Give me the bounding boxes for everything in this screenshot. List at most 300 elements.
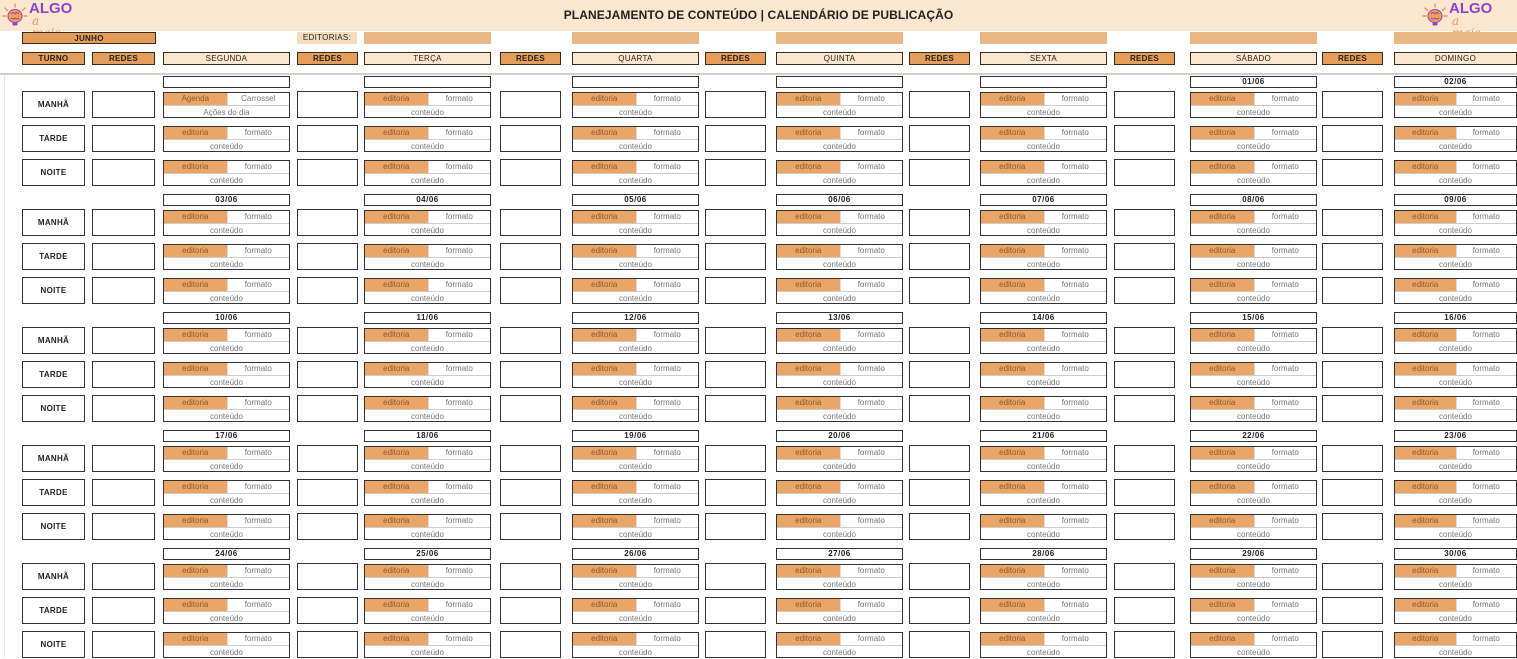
editoria-field[interactable]: editoria bbox=[573, 363, 636, 375]
redes-cell[interactable] bbox=[297, 327, 358, 354]
content-slot[interactable] bbox=[572, 92, 699, 118]
content-slot[interactable] bbox=[1394, 564, 1517, 590]
editoria-field[interactable]: editoria bbox=[573, 447, 636, 459]
formato-field[interactable]: formato bbox=[636, 397, 699, 409]
redes-cell[interactable] bbox=[1322, 597, 1383, 624]
redes-cell[interactable] bbox=[297, 91, 358, 118]
redes-cell[interactable] bbox=[1114, 361, 1175, 388]
content-slot[interactable] bbox=[1394, 598, 1517, 624]
editoria-field[interactable]: editoria bbox=[365, 211, 428, 223]
conteudo-field[interactable]: conteúdo bbox=[1191, 139, 1316, 152]
editoria-field[interactable]: editoria bbox=[1191, 633, 1254, 645]
redes-cell[interactable] bbox=[92, 327, 155, 354]
content-slot[interactable] bbox=[1190, 446, 1317, 472]
content-slot[interactable] bbox=[980, 210, 1107, 236]
redes-cell[interactable] bbox=[92, 361, 155, 388]
editoria-field[interactable]: editoria bbox=[573, 633, 636, 645]
formato-field[interactable]: formato bbox=[1044, 397, 1107, 409]
content-slot[interactable] bbox=[1394, 278, 1517, 304]
editoria-field[interactable]: editoria bbox=[573, 481, 636, 493]
content-slot[interactable] bbox=[980, 396, 1107, 422]
conteudo-field[interactable]: conteúdo bbox=[777, 493, 902, 506]
conteudo-field[interactable]: conteúdo bbox=[981, 105, 1106, 118]
conteudo-field[interactable]: conteúdo bbox=[1191, 459, 1316, 472]
redes-cell[interactable] bbox=[705, 277, 766, 304]
content-slot[interactable] bbox=[980, 244, 1107, 270]
formato-field[interactable]: formato bbox=[1456, 565, 1517, 577]
redes-cell[interactable] bbox=[500, 479, 561, 506]
redes-cell[interactable] bbox=[909, 479, 970, 506]
conteudo-field[interactable]: conteúdo bbox=[1191, 645, 1316, 658]
editoria-field[interactable]: editoria bbox=[365, 447, 428, 459]
formato-field[interactable]: formato bbox=[636, 363, 699, 375]
editoria-field[interactable]: editoria bbox=[573, 127, 636, 139]
content-slot[interactable] bbox=[163, 160, 290, 186]
conteudo-field[interactable]: conteúdo bbox=[365, 459, 490, 472]
redes-cell[interactable] bbox=[1322, 479, 1383, 506]
redes-cell[interactable] bbox=[297, 209, 358, 236]
content-slot[interactable] bbox=[980, 632, 1107, 658]
editoria-field[interactable]: editoria bbox=[365, 515, 428, 527]
redes-cell[interactable] bbox=[92, 479, 155, 506]
content-slot[interactable] bbox=[163, 632, 290, 658]
editoria-slot-1[interactable] bbox=[364, 32, 491, 44]
editoria-field[interactable]: editoria bbox=[981, 633, 1044, 645]
formato-field[interactable]: formato bbox=[1254, 397, 1317, 409]
conteudo-field[interactable]: conteúdo bbox=[1191, 493, 1316, 506]
redes-cell[interactable] bbox=[92, 513, 155, 540]
formato-field[interactable]: formato bbox=[428, 127, 491, 139]
editoria-field[interactable]: editoria bbox=[777, 447, 840, 459]
formato-field[interactable]: formato bbox=[1456, 93, 1517, 105]
redes-cell[interactable] bbox=[500, 209, 561, 236]
redes-cell[interactable] bbox=[500, 159, 561, 186]
formato-field[interactable]: formato bbox=[636, 329, 699, 341]
redes-cell[interactable] bbox=[705, 91, 766, 118]
redes-cell[interactable] bbox=[1322, 125, 1383, 152]
redes-cell[interactable] bbox=[1114, 513, 1175, 540]
editoria-field[interactable]: editoria bbox=[1191, 565, 1254, 577]
conteudo-field[interactable]: conteúdo bbox=[1191, 611, 1316, 624]
content-slot[interactable] bbox=[776, 92, 903, 118]
conteudo-field[interactable]: conteúdo bbox=[1395, 341, 1516, 354]
redes-cell[interactable] bbox=[92, 631, 155, 658]
content-slot[interactable] bbox=[163, 92, 290, 118]
content-slot[interactable] bbox=[364, 126, 491, 152]
editoria-field[interactable]: editoria bbox=[164, 599, 227, 611]
redes-cell[interactable] bbox=[1322, 563, 1383, 590]
content-slot[interactable] bbox=[364, 362, 491, 388]
conteudo-field[interactable]: conteúdo bbox=[777, 341, 902, 354]
conteudo-field[interactable]: conteúdo bbox=[365, 375, 490, 388]
redes-cell[interactable] bbox=[909, 159, 970, 186]
content-slot[interactable] bbox=[776, 160, 903, 186]
formato-field[interactable]: formato bbox=[1044, 93, 1107, 105]
editoria-field[interactable]: editoria bbox=[981, 161, 1044, 173]
conteudo-field[interactable]: conteúdo bbox=[365, 139, 490, 152]
redes-cell[interactable] bbox=[1322, 159, 1383, 186]
editoria-field[interactable]: editoria bbox=[981, 363, 1044, 375]
formato-field[interactable]: formato bbox=[428, 245, 491, 257]
editoria-field[interactable]: editoria bbox=[573, 279, 636, 291]
redes-cell[interactable] bbox=[909, 597, 970, 624]
conteudo-field[interactable]: conteúdo bbox=[573, 527, 698, 540]
redes-cell[interactable] bbox=[705, 479, 766, 506]
formato-field[interactable]: formato bbox=[1456, 397, 1517, 409]
formato-field[interactable]: formato bbox=[1456, 211, 1517, 223]
content-slot[interactable] bbox=[364, 514, 491, 540]
editoria-field[interactable]: editoria bbox=[164, 447, 227, 459]
editoria-field[interactable]: editoria bbox=[573, 515, 636, 527]
conteudo-field[interactable]: conteúdo bbox=[164, 257, 289, 270]
redes-cell[interactable] bbox=[1114, 597, 1175, 624]
content-slot[interactable] bbox=[163, 564, 290, 590]
conteudo-field[interactable]: conteúdo bbox=[777, 645, 902, 658]
editoria-field[interactable]: editoria bbox=[573, 245, 636, 257]
conteudo-field[interactable]: conteúdo bbox=[573, 173, 698, 186]
conteudo-field[interactable]: conteúdo bbox=[365, 223, 490, 236]
editoria-field[interactable]: editoria bbox=[573, 329, 636, 341]
editoria-field[interactable]: editoria bbox=[164, 329, 227, 341]
formato-field[interactable]: formato bbox=[1044, 599, 1107, 611]
content-slot[interactable] bbox=[572, 480, 699, 506]
editoria-field[interactable]: editoria bbox=[1395, 93, 1456, 105]
conteudo-field[interactable]: conteúdo bbox=[164, 139, 289, 152]
editoria-field[interactable]: editoria bbox=[777, 565, 840, 577]
redes-cell[interactable] bbox=[705, 597, 766, 624]
conteudo-field[interactable]: conteúdo bbox=[573, 493, 698, 506]
redes-cell[interactable] bbox=[1322, 513, 1383, 540]
editoria-field[interactable]: editoria bbox=[365, 633, 428, 645]
content-slot[interactable] bbox=[163, 396, 290, 422]
content-slot[interactable] bbox=[776, 244, 903, 270]
conteudo-field[interactable]: Ações do dia bbox=[164, 105, 289, 118]
editoria-field[interactable]: editoria bbox=[365, 329, 428, 341]
content-slot[interactable] bbox=[572, 328, 699, 354]
editoria-field[interactable]: editoria bbox=[573, 93, 636, 105]
formato-field[interactable]: formato bbox=[1044, 329, 1107, 341]
redes-cell[interactable] bbox=[1114, 209, 1175, 236]
editoria-field[interactable]: editoria bbox=[981, 279, 1044, 291]
redes-cell[interactable] bbox=[705, 159, 766, 186]
conteudo-field[interactable]: conteúdo bbox=[1395, 409, 1516, 422]
redes-cell[interactable] bbox=[705, 327, 766, 354]
redes-cell[interactable] bbox=[909, 395, 970, 422]
content-slot[interactable] bbox=[1394, 126, 1517, 152]
conteudo-field[interactable]: conteúdo bbox=[164, 645, 289, 658]
formato-field[interactable]: formato bbox=[1254, 515, 1317, 527]
content-slot[interactable] bbox=[1394, 396, 1517, 422]
content-slot[interactable] bbox=[1394, 160, 1517, 186]
content-slot[interactable] bbox=[1394, 362, 1517, 388]
month-label[interactable]: JUNHO bbox=[22, 32, 156, 44]
editoria-field[interactable]: editoria bbox=[1395, 363, 1456, 375]
formato-field[interactable]: formato bbox=[840, 565, 903, 577]
editoria-field[interactable]: editoria bbox=[365, 599, 428, 611]
editoria-field[interactable]: editoria bbox=[164, 481, 227, 493]
content-slot[interactable] bbox=[1190, 210, 1317, 236]
editoria-field[interactable]: editoria bbox=[1395, 447, 1456, 459]
content-slot[interactable] bbox=[572, 598, 699, 624]
formato-field[interactable]: formato bbox=[227, 245, 290, 257]
editoria-field[interactable]: editoria bbox=[164, 515, 227, 527]
formato-field[interactable]: Carrossel bbox=[227, 93, 290, 105]
formato-field[interactable]: formato bbox=[1254, 279, 1317, 291]
redes-cell[interactable] bbox=[909, 563, 970, 590]
conteudo-field[interactable]: conteúdo bbox=[573, 223, 698, 236]
redes-cell[interactable] bbox=[297, 445, 358, 472]
redes-cell[interactable] bbox=[909, 243, 970, 270]
redes-cell[interactable] bbox=[297, 631, 358, 658]
formato-field[interactable]: formato bbox=[227, 447, 290, 459]
content-slot[interactable] bbox=[364, 328, 491, 354]
editoria-field[interactable]: editoria bbox=[573, 565, 636, 577]
conteudo-field[interactable]: conteúdo bbox=[164, 611, 289, 624]
content-slot[interactable] bbox=[364, 632, 491, 658]
conteudo-field[interactable]: conteúdo bbox=[981, 341, 1106, 354]
formato-field[interactable]: formato bbox=[1254, 481, 1317, 493]
content-slot[interactable] bbox=[572, 514, 699, 540]
conteudo-field[interactable]: conteúdo bbox=[573, 291, 698, 304]
content-slot[interactable] bbox=[364, 160, 491, 186]
content-slot[interactable] bbox=[776, 632, 903, 658]
redes-cell[interactable] bbox=[909, 125, 970, 152]
editoria-field[interactable]: editoria bbox=[777, 127, 840, 139]
content-slot[interactable] bbox=[1190, 328, 1317, 354]
conteudo-field[interactable]: conteúdo bbox=[573, 577, 698, 590]
formato-field[interactable]: formato bbox=[428, 447, 491, 459]
formato-field[interactable]: formato bbox=[1456, 363, 1517, 375]
conteudo-field[interactable]: conteúdo bbox=[777, 257, 902, 270]
conteudo-field[interactable]: conteúdo bbox=[573, 375, 698, 388]
redes-cell[interactable] bbox=[1114, 159, 1175, 186]
formato-field[interactable]: formato bbox=[840, 599, 903, 611]
formato-field[interactable]: formato bbox=[428, 397, 491, 409]
content-slot[interactable] bbox=[1394, 632, 1517, 658]
editoria-field[interactable]: editoria bbox=[777, 515, 840, 527]
editoria-field[interactable]: editoria bbox=[164, 363, 227, 375]
content-slot[interactable] bbox=[163, 480, 290, 506]
editoria-field[interactable]: editoria bbox=[1191, 599, 1254, 611]
editoria-field[interactable]: editoria bbox=[164, 211, 227, 223]
formato-field[interactable]: formato bbox=[636, 599, 699, 611]
conteudo-field[interactable]: conteúdo bbox=[981, 645, 1106, 658]
formato-field[interactable]: formato bbox=[1044, 127, 1107, 139]
redes-cell[interactable] bbox=[92, 395, 155, 422]
content-slot[interactable] bbox=[1190, 564, 1317, 590]
redes-cell[interactable] bbox=[1114, 277, 1175, 304]
editoria-field[interactable]: editoria bbox=[1395, 161, 1456, 173]
editoria-field[interactable]: editoria bbox=[1395, 633, 1456, 645]
conteudo-field[interactable]: conteúdo bbox=[365, 105, 490, 118]
formato-field[interactable]: formato bbox=[1254, 127, 1317, 139]
conteudo-field[interactable]: conteúdo bbox=[981, 139, 1106, 152]
editoria-field[interactable]: editoria bbox=[1191, 279, 1254, 291]
redes-cell[interactable] bbox=[705, 513, 766, 540]
conteudo-field[interactable]: conteúdo bbox=[1191, 173, 1316, 186]
conteudo-field[interactable]: conteúdo bbox=[981, 409, 1106, 422]
formato-field[interactable]: formato bbox=[636, 127, 699, 139]
conteudo-field[interactable]: conteúdo bbox=[1191, 223, 1316, 236]
redes-cell[interactable] bbox=[705, 563, 766, 590]
conteudo-field[interactable]: conteúdo bbox=[777, 611, 902, 624]
formato-field[interactable]: formato bbox=[1044, 633, 1107, 645]
content-slot[interactable] bbox=[980, 328, 1107, 354]
conteudo-field[interactable]: conteúdo bbox=[777, 223, 902, 236]
formato-field[interactable]: formato bbox=[1254, 161, 1317, 173]
editoria-field[interactable]: editoria bbox=[777, 245, 840, 257]
conteudo-field[interactable]: conteúdo bbox=[573, 409, 698, 422]
content-slot[interactable] bbox=[163, 328, 290, 354]
redes-cell[interactable] bbox=[500, 361, 561, 388]
conteudo-field[interactable]: conteúdo bbox=[981, 611, 1106, 624]
redes-cell[interactable] bbox=[297, 513, 358, 540]
formato-field[interactable]: formato bbox=[428, 279, 491, 291]
editoria-slot-5[interactable] bbox=[1190, 32, 1317, 44]
conteudo-field[interactable]: conteúdo bbox=[777, 459, 902, 472]
formato-field[interactable]: formato bbox=[1254, 599, 1317, 611]
content-slot[interactable] bbox=[572, 362, 699, 388]
conteudo-field[interactable]: conteúdo bbox=[1191, 527, 1316, 540]
content-slot[interactable] bbox=[364, 210, 491, 236]
editoria-field[interactable]: editoria bbox=[1191, 245, 1254, 257]
editoria-field[interactable]: editoria bbox=[777, 93, 840, 105]
editoria-field[interactable]: editoria bbox=[981, 447, 1044, 459]
editoria-field[interactable]: editoria bbox=[1191, 93, 1254, 105]
content-slot[interactable] bbox=[776, 514, 903, 540]
editoria-field[interactable]: editoria bbox=[777, 481, 840, 493]
editoria-field[interactable]: editoria bbox=[981, 127, 1044, 139]
content-slot[interactable] bbox=[776, 396, 903, 422]
conteudo-field[interactable]: conteúdo bbox=[981, 527, 1106, 540]
conteudo-field[interactable]: conteúdo bbox=[365, 577, 490, 590]
redes-cell[interactable] bbox=[92, 445, 155, 472]
redes-cell[interactable] bbox=[1114, 445, 1175, 472]
editoria-field[interactable]: editoria bbox=[365, 397, 428, 409]
content-slot[interactable] bbox=[163, 278, 290, 304]
redes-cell[interactable] bbox=[1322, 243, 1383, 270]
editoria-field[interactable]: editoria bbox=[365, 245, 428, 257]
formato-field[interactable]: formato bbox=[428, 565, 491, 577]
formato-field[interactable]: formato bbox=[636, 633, 699, 645]
content-slot[interactable] bbox=[776, 210, 903, 236]
formato-field[interactable]: formato bbox=[1254, 633, 1317, 645]
redes-cell[interactable] bbox=[1322, 361, 1383, 388]
formato-field[interactable]: formato bbox=[227, 633, 290, 645]
formato-field[interactable]: formato bbox=[636, 245, 699, 257]
editoria-field[interactable]: editoria bbox=[981, 329, 1044, 341]
editoria-field[interactable]: editoria bbox=[573, 397, 636, 409]
conteudo-field[interactable]: conteúdo bbox=[1191, 105, 1316, 118]
redes-cell[interactable] bbox=[1114, 91, 1175, 118]
content-slot[interactable] bbox=[1190, 244, 1317, 270]
redes-cell[interactable] bbox=[500, 327, 561, 354]
editoria-field[interactable]: editoria bbox=[164, 245, 227, 257]
content-slot[interactable] bbox=[980, 564, 1107, 590]
editoria-field[interactable]: editoria bbox=[1395, 127, 1456, 139]
editoria-field[interactable]: editoria bbox=[1191, 397, 1254, 409]
conteudo-field[interactable]: conteúdo bbox=[777, 139, 902, 152]
content-slot[interactable] bbox=[572, 244, 699, 270]
redes-cell[interactable] bbox=[909, 513, 970, 540]
conteudo-field[interactable]: conteúdo bbox=[365, 611, 490, 624]
content-slot[interactable] bbox=[1190, 362, 1317, 388]
content-slot[interactable] bbox=[163, 362, 290, 388]
redes-cell[interactable] bbox=[1322, 209, 1383, 236]
content-slot[interactable] bbox=[1394, 92, 1517, 118]
redes-cell[interactable] bbox=[92, 209, 155, 236]
conteudo-field[interactable]: conteúdo bbox=[1191, 341, 1316, 354]
conteudo-field[interactable]: conteúdo bbox=[1395, 527, 1516, 540]
conteudo-field[interactable]: conteúdo bbox=[164, 527, 289, 540]
formato-field[interactable]: formato bbox=[227, 363, 290, 375]
content-slot[interactable] bbox=[163, 514, 290, 540]
conteudo-field[interactable]: conteúdo bbox=[981, 577, 1106, 590]
conteudo-field[interactable]: conteúdo bbox=[164, 577, 289, 590]
editoria-field[interactable]: editoria bbox=[573, 599, 636, 611]
content-slot[interactable] bbox=[980, 160, 1107, 186]
editoria-field[interactable]: editoria bbox=[777, 279, 840, 291]
content-slot[interactable] bbox=[1394, 480, 1517, 506]
redes-cell[interactable] bbox=[1114, 327, 1175, 354]
conteudo-field[interactable]: conteúdo bbox=[1395, 173, 1516, 186]
content-slot[interactable] bbox=[163, 446, 290, 472]
content-slot[interactable] bbox=[572, 632, 699, 658]
redes-cell[interactable] bbox=[1114, 563, 1175, 590]
formato-field[interactable]: formato bbox=[840, 245, 903, 257]
formato-field[interactable]: formato bbox=[428, 93, 491, 105]
editoria-field[interactable]: editoria bbox=[1395, 515, 1456, 527]
conteudo-field[interactable]: conteúdo bbox=[573, 611, 698, 624]
conteudo-field[interactable]: conteúdo bbox=[981, 223, 1106, 236]
conteudo-field[interactable]: conteúdo bbox=[1395, 139, 1516, 152]
redes-cell[interactable] bbox=[909, 277, 970, 304]
formato-field[interactable]: formato bbox=[840, 161, 903, 173]
conteudo-field[interactable]: conteúdo bbox=[1395, 645, 1516, 658]
editoria-slot-4[interactable] bbox=[980, 32, 1107, 44]
content-slot[interactable] bbox=[980, 446, 1107, 472]
conteudo-field[interactable]: conteúdo bbox=[777, 105, 902, 118]
editoria-field[interactable]: editoria bbox=[164, 565, 227, 577]
editoria-field[interactable]: editoria bbox=[981, 245, 1044, 257]
formato-field[interactable]: formato bbox=[840, 211, 903, 223]
redes-cell[interactable] bbox=[92, 277, 155, 304]
content-slot[interactable] bbox=[572, 396, 699, 422]
conteudo-field[interactable]: conteúdo bbox=[777, 375, 902, 388]
content-slot[interactable] bbox=[572, 278, 699, 304]
redes-cell[interactable] bbox=[500, 91, 561, 118]
conteudo-field[interactable]: conteúdo bbox=[573, 341, 698, 354]
formato-field[interactable]: formato bbox=[227, 515, 290, 527]
conteudo-field[interactable]: conteúdo bbox=[164, 291, 289, 304]
content-slot[interactable] bbox=[1394, 514, 1517, 540]
conteudo-field[interactable]: conteúdo bbox=[777, 173, 902, 186]
conteudo-field[interactable]: conteúdo bbox=[981, 291, 1106, 304]
formato-field[interactable]: formato bbox=[1456, 599, 1517, 611]
conteudo-field[interactable]: conteúdo bbox=[365, 409, 490, 422]
formato-field[interactable]: formato bbox=[227, 397, 290, 409]
editoria-slot-2[interactable] bbox=[572, 32, 699, 44]
conteudo-field[interactable]: conteúdo bbox=[981, 257, 1106, 270]
content-slot[interactable] bbox=[572, 126, 699, 152]
content-slot[interactable] bbox=[1190, 126, 1317, 152]
content-slot[interactable] bbox=[1190, 514, 1317, 540]
content-slot[interactable] bbox=[163, 126, 290, 152]
conteudo-field[interactable]: conteúdo bbox=[573, 459, 698, 472]
formato-field[interactable]: formato bbox=[428, 599, 491, 611]
redes-cell[interactable] bbox=[297, 125, 358, 152]
formato-field[interactable]: formato bbox=[636, 447, 699, 459]
